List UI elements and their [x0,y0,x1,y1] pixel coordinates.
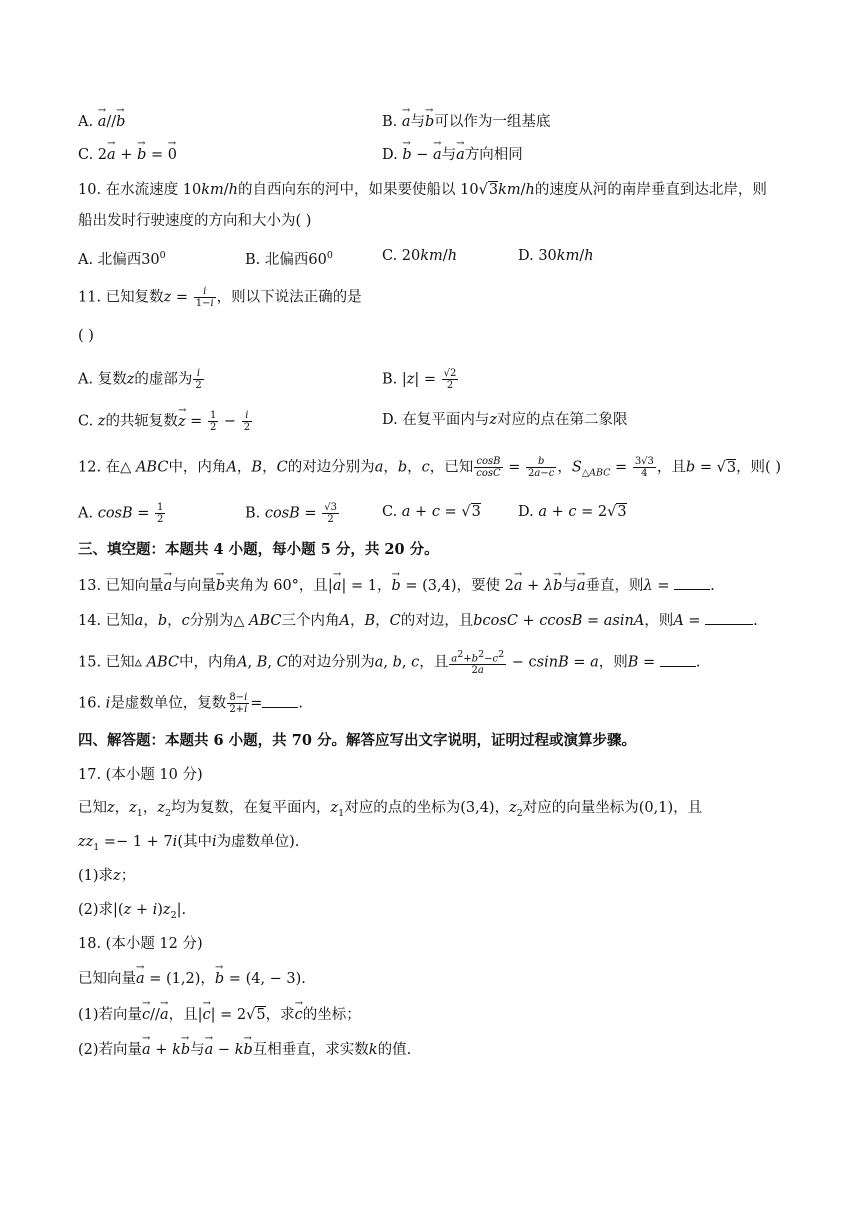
q10-stem-line2: 船出发时行驶速度的方向和大小为( ) [78,213,312,229]
q11-option-c: C. z的共轭复数→ z = $\frac{1}{2}$ − $\frac{i}{2}$ [78,410,253,433]
q11-paren: ( ) [78,328,94,344]
q17-part2: (2)求$|(z + i)z_2|$. [78,902,187,921]
q12-option-b: B. cosB = $\frac{√3}{2}$ [245,502,337,525]
q9-option-d: D. → b − → a与→ a方向相同 [382,145,523,165]
q18-part2: (2)若向量→ a + k→ b与→ a − k→ b互相垂直，求实数k的值. [78,1040,411,1060]
q9-option-b: B. → a与→ b可以作为一组基底 [382,112,550,132]
q17-line2: $zz_1 =- 1 + 7i$(其中i为虚数单位). [78,834,300,853]
q15: 15. 已知▵ ABC中，内角A, B, C的对边分别为a, b, c，且 $\frac{a^2+b^2-c^2}{2a}$ − csinB = a，则B = . [78,649,701,677]
q10-option-c: C. 20km/h [382,248,458,264]
q12-option-c: C. a + c = √3 [382,504,481,520]
section4-heading: 四、解答题：本题共 6 小题，共 70 分。解答应写出文字说明，证明过程或演算步骤。 [78,732,636,749]
q11-stem: 11. 已知复数z = $\frac{i}{1-i}$ ，则以下说法正确的是 [78,286,362,309]
q10-option-b: B. 北偏西$60^0$ [245,250,333,268]
q10-option-a: A. 北偏西$30^0$ [78,250,166,268]
q9-option-a: A. → a//→ b [78,112,125,132]
q18-head: 18. (本小题 12 分) [78,936,203,952]
q11-option-a: A. 复数z的虚部为 $\frac{i}{2}$ [78,368,202,391]
q12-option-a: A. cosB = $\frac{1}{2}$ [78,502,164,525]
q11-option-d: D. 在复平面内与z对应的点在第二象限 [382,412,628,428]
q9-option-c: C. 2→ a + → b = → 0 [78,145,177,165]
q11-option-b: B. |z| = $\frac{√2}{2}$ [382,368,457,391]
q16: 16. i是虚数单位，复数 $\frac{8-i}{2+i}$ = . [78,692,304,715]
q10-option-d: D. 30km/h [518,248,594,264]
q17-line1: 已知z，$z_1$，$z_2$均为复数，在复平面内，$z_1$对应的点的坐标为(3,4)，$z_2$对应的向量坐标为(0,1)，且 [78,800,703,819]
q12-option-d: D. a + c = 2√3 [518,504,627,520]
q14: 14. 已知a，b，c分别为△ ABC三个内角A，B，C的对边，且bcosC + ccosB = asinA，则A = . [78,610,758,631]
q18-line1: 已知向量→ a = (1,2)，→ b = (4, − 3). [78,969,306,989]
q13: 13. 已知向量→ a与向量→ b夹角为 60°，且|→ a| = 1，→ b = (3,4)，要使 2→ a + λ→ b与→ a垂直，则λ = . [78,575,715,596]
q12-stem: 12. 在△ ABC中，内角A，B，C的对边分别为a，b，c，已知 $\frac{\cos B}{\cos C}$ = $\frac{b}{2a-c}$ ，$S_{\triangle ABC}$ = $\frac{3√3}{4}$ ，且b = √3，则( ) [78,456,781,479]
q18-part1: (1)若向量→ c//→ a，且|→ c| = 2√5，求→ c的坐标； [78,1005,361,1025]
section3-heading: 三、填空题：本题共 4 小题，每小题 5 分，共 20 分。 [78,541,439,558]
q17-head: 17. (本小题 10 分) [78,767,203,783]
q10-stem-line1: 10. 在水流速度 10km/h的自西向东的河中，如果要使船以 10√3km/h的速度从河的南岸垂直到达北岸，则 [78,182,767,198]
q17-part1: (1)求z； [78,868,136,884]
